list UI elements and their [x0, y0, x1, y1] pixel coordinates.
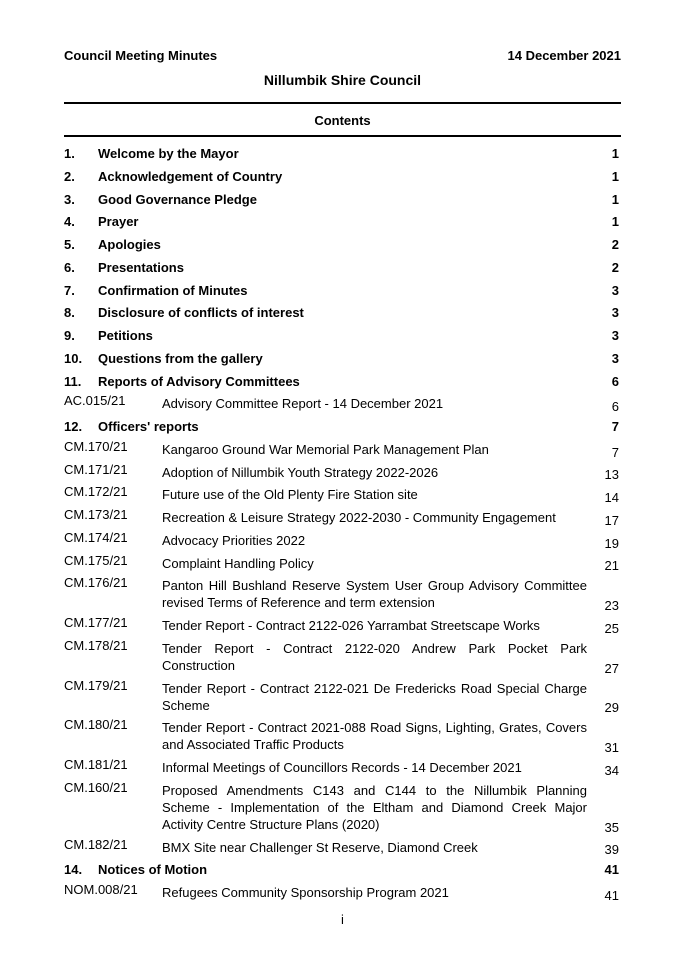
toc-title: Advisory Committee Report - 14 December 2021: [162, 396, 444, 412]
toc-title: Informal Meetings of Councillors Records - 14 December 2021: [162, 760, 522, 775]
toc-item-row: [64, 461, 621, 484]
toc-section-row: [64, 370, 621, 393]
council-name: Nillumbik Shire Council: [263, 72, 422, 88]
toc-number: 5.: [64, 237, 75, 252]
toc-number: CM.178/21: [64, 637, 128, 653]
toc-page-number: 31: [604, 740, 619, 755]
toc-number: NOM.008/21: [64, 882, 138, 897]
toc-section-row: [64, 858, 621, 881]
toc-section-row: [64, 210, 621, 233]
toc-page-number: 6: [611, 373, 619, 389]
toc-page-number: 41: [604, 862, 619, 878]
toc-item-row: [64, 881, 621, 904]
toc-number: CM.172/21: [64, 484, 128, 500]
toc-title: Tender Report - Contract 2122-020 Andrew Park Pocket Park Construction: [162, 640, 587, 673]
toc-title: Acknowledgement of Country: [98, 168, 283, 184]
toc-number: CM.174/21: [64, 529, 128, 545]
toc-title: Proposed Amendments C143 and C144 to the Nillumbik Planning Scheme - Implementation of the Eltham and Diamond Creek Major Activity Centre Structure Plans (2020): [162, 782, 587, 832]
contents-rule: [64, 135, 621, 137]
toc-page-number: 17: [604, 512, 619, 528]
toc-title: Adoption of Nillumbik Youth Strategy 2022-2026: [162, 464, 439, 480]
toc-number: CM.173/21: [64, 507, 128, 522]
toc-page-number: 35: [604, 819, 619, 835]
toc-page-number: 3: [611, 328, 619, 343]
toc-title: Prayer: [98, 214, 139, 230]
toc-section-row: [64, 415, 621, 438]
toc-item-row: [64, 614, 621, 637]
toc-section-row: [64, 188, 621, 211]
header-document-title: Council Meeting Minutes: [64, 48, 218, 63]
toc-section-row: [64, 347, 621, 370]
toc-title: Notices of Motion: [98, 862, 208, 878]
toc-item-row: [64, 637, 621, 677]
toc-number: 12.: [64, 419, 83, 434]
toc-number: 10.: [64, 350, 83, 366]
toc-page-number: 1: [611, 146, 619, 161]
toc-number: 11.: [64, 373, 82, 389]
toc-item-row: [64, 756, 621, 779]
toc-page-number: 7: [611, 444, 619, 460]
toc-page-number: 3: [611, 282, 619, 298]
header-date: 14 December 2021: [507, 48, 621, 63]
toc-title: Tender Report - Contract 2122-021 De Fredericks Road Special Charge Scheme: [162, 680, 587, 713]
toc-title: Tender Report - Contract 2122-026 Yarrambat Streetscape Works: [162, 618, 540, 633]
toc-page-number: 3: [611, 350, 619, 366]
toc-item-row: [64, 677, 621, 717]
toc-number: AC.015/21: [64, 393, 126, 409]
toc-section-row: [64, 142, 621, 165]
toc-page-number: 27: [604, 660, 619, 676]
toc-page-number: 1: [611, 214, 619, 230]
toc-number: 1.: [64, 146, 75, 161]
toc-page-number: 19: [604, 535, 619, 551]
toc-number: CM.160/21: [64, 779, 128, 795]
toc-item-row: [64, 552, 621, 575]
top-rule: [64, 102, 621, 104]
toc-section-row: [64, 165, 621, 188]
toc-page-number: 41: [604, 887, 619, 903]
table-of-contents: [64, 142, 621, 904]
toc-number: CM.177/21: [64, 615, 128, 630]
toc-title: Apologies: [98, 237, 161, 252]
toc-title: Disclosure of conflicts of interest: [98, 305, 304, 321]
toc-page-number: 25: [604, 620, 619, 636]
toc-page-number: 13: [604, 467, 619, 483]
contents-heading: Contents: [314, 113, 371, 128]
toc-title: Complaint Handling Policy: [162, 555, 314, 571]
toc-title: Recreation & Leisure Strategy 2022-2030 - Community Engagement: [162, 510, 556, 525]
toc-item-row: [64, 574, 621, 614]
toc-title: Reports of Advisory Committees: [98, 373, 300, 389]
toc-number: 14.: [64, 862, 83, 878]
toc-title: Advocacy Priorities 2022: [162, 532, 306, 548]
toc-page-number: 3: [611, 305, 619, 321]
toc-item-row: [64, 716, 621, 756]
toc-item-row: [64, 779, 621, 836]
toc-page-number: 2: [611, 259, 619, 275]
toc-number: CM.180/21: [64, 717, 128, 733]
toc-number: CM.171/21: [64, 461, 128, 477]
toc-number: CM.176/21: [64, 575, 128, 591]
toc-title: Refugees Community Sponsorship Program 2021: [162, 885, 449, 900]
toc-number: 4.: [64, 214, 75, 230]
toc-item-row: [64, 438, 621, 461]
toc-page-number: 1: [611, 168, 619, 184]
toc-title: BMX Site near Challenger St Reserve, Diamond Creek: [162, 839, 478, 855]
toc-item-row: [64, 483, 621, 506]
toc-page-number: 23: [604, 598, 619, 613]
toc-page-number: 14: [604, 490, 619, 505]
toc-title: Confirmation of Minutes: [98, 282, 248, 298]
toc-title: Welcome by the Mayor: [98, 146, 239, 161]
toc-item-row: [64, 529, 621, 552]
toc-title: Panton Hill Bushland Reserve System User Group Advisory Committee revised Terms of Reference and term extension: [162, 578, 587, 611]
toc-title: Good Governance Pledge: [98, 191, 257, 207]
toc-title: Tender Report - Contract 2021-088 Road Signs, Lighting, Grates, Covers and Associated Traffic Products: [162, 720, 587, 753]
page-number: i: [341, 912, 344, 927]
toc-section-row: [64, 279, 621, 302]
toc-title: Officers' reports: [98, 419, 199, 434]
toc-number: CM.181/21: [64, 757, 128, 772]
toc-item-row: [64, 506, 621, 529]
toc-number: CM.170/21: [64, 438, 128, 454]
toc-section-row: [64, 301, 621, 324]
toc-number: 9.: [64, 328, 75, 343]
toc-title: Presentations: [98, 259, 184, 275]
toc-item-row: [64, 392, 621, 415]
toc-section-row: [64, 256, 621, 279]
toc-title: Petitions: [98, 328, 153, 343]
toc-page-number: 39: [604, 842, 619, 858]
toc-number: CM.179/21: [64, 677, 128, 693]
toc-page-number: 6: [611, 399, 619, 414]
toc-title: Questions from the gallery: [98, 350, 263, 366]
toc-page-number: 2: [611, 237, 619, 252]
toc-page-number: 7: [611, 419, 619, 434]
toc-number: 7.: [64, 282, 75, 298]
toc-number: CM.175/21: [64, 552, 128, 568]
toc-number: 6.: [64, 259, 75, 275]
toc-section-row: [64, 324, 621, 347]
toc-number: 8.: [64, 305, 75, 321]
toc-number: 2.: [64, 168, 75, 184]
toc-page-number: 29: [604, 700, 619, 716]
toc-item-row: [64, 836, 621, 859]
toc-section-row: [64, 233, 621, 256]
toc-title: Future use of the Old Plenty Fire Station site: [162, 487, 418, 503]
toc-number: 3.: [64, 191, 75, 207]
toc-page-number: 34: [604, 762, 619, 778]
toc-page-number: 1: [611, 191, 619, 207]
toc-number: CM.182/21: [64, 836, 128, 852]
toc-page-number: 21: [604, 558, 619, 574]
toc-title: Kangaroo Ground War Memorial Park Management Plan: [162, 441, 489, 457]
